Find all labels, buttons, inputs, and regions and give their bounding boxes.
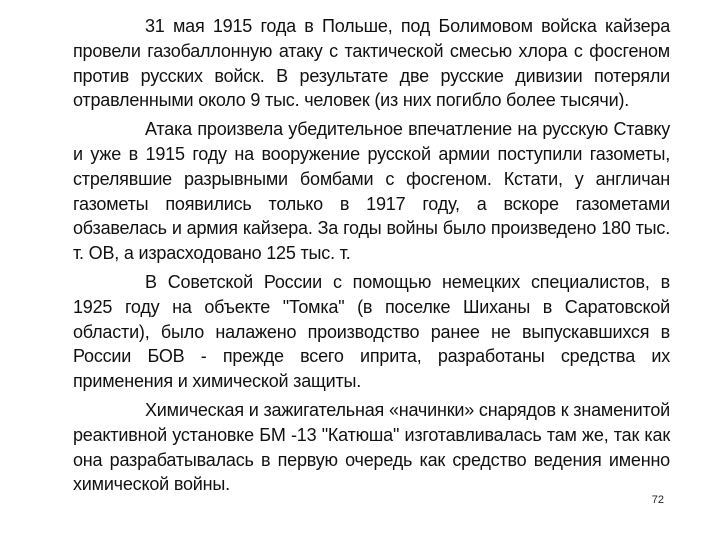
document-body [73,14,670,497]
paragraph-1: 31 мая 1915 года в Польше, под Болимовом войска кайзера провели газобаллонную атаку с тактической смесью хлора с фосгеном против русских войск. В результате две русские дивизии потеряли отравленными около 9 тыс. человек (из них погибло более тысячи). [73,16,670,111]
page-number: 72 [651,494,664,506]
paragraph-3: В Советской России с помощью немецких специалистов, в 1925 году на объекте "Томка" (в поселке Шиханы в Саратовской области), было налажено производство ранее не выпускавшихся в России БОВ - прежде всего иприта, разработаны средства их применения и химической защиты. [73,271,670,392]
paragraph-4: Химическая и зажигательная «начинки» снарядов к знаменитой реактивной установке БМ -13 "Катюша" изготавливалась там же, так как она разрабатывалась в первую очередь как средство ведения именно химической войны. [73,399,670,495]
paragraph-2: Атака произвела убедительное впечатление на русскую Ставку и уже в 1915 году на вооружение русской армии поступили газометы, стрелявшие разрывными бомбами с фосгеном. Кстати, у англичан газометы появились только в 1917 году, а вскоре газометами обзавелась и армия кайзера. За годы войны было произведено 180 тыс. т. ОВ, а израсходовано 125 тыс. т. [73,119,670,264]
